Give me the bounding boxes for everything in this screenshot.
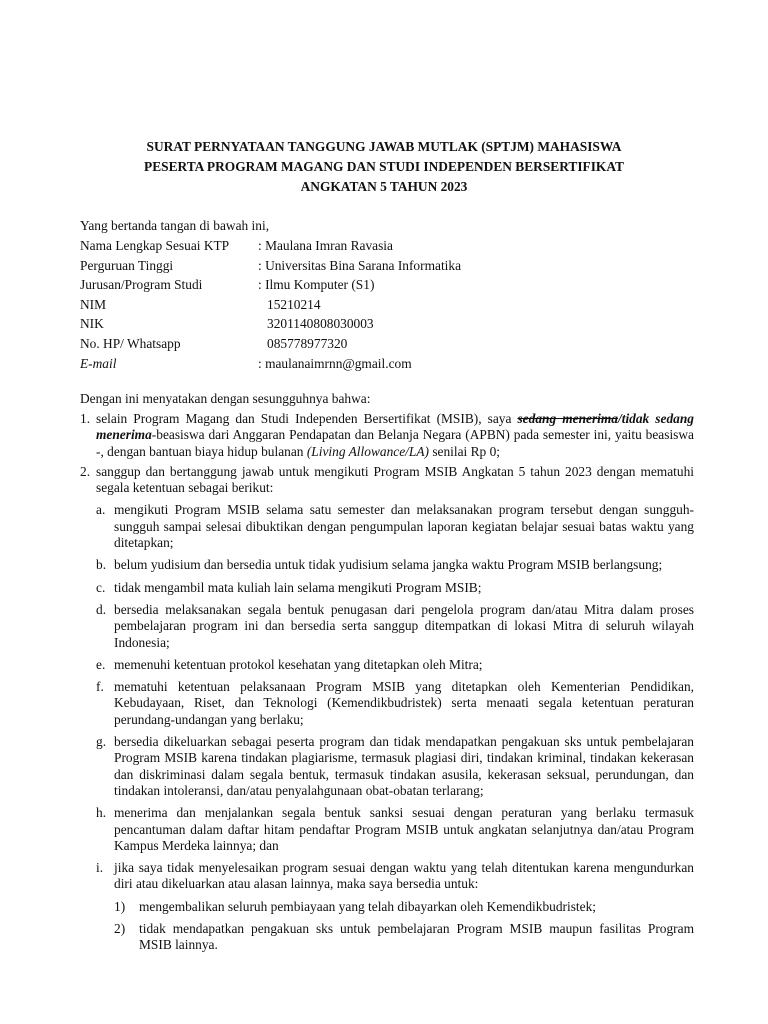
sub-item-text: tidak mengambil mata kuliah lain selama mengikuti Program MSIB; bbox=[114, 579, 482, 595]
sub-item-number: e. bbox=[96, 656, 106, 672]
declaration-item-1 bbox=[80, 411, 694, 460]
sub-item-text: belum yudisium dan bersedia untuk tidak yudisium selama jangka waktu Program MSIB berlangsung; bbox=[114, 557, 663, 573]
sub-item-text: jika saya tidak menyelesaikan program sesuai dengan waktu yang telah ditentukan karena mengundurkan diri atau dikeluarkan atau alasan lainnya, maka saya bersedia untuk: bbox=[114, 860, 694, 892]
sub-item-number: b. bbox=[96, 557, 107, 573]
intro-text: Yang bertanda tangan di bawah ini, bbox=[80, 218, 270, 233]
declaration-list bbox=[80, 411, 694, 954]
item1-struck-option: sedang menerima bbox=[517, 411, 618, 426]
sub-item-d bbox=[96, 602, 694, 651]
sub-item-c bbox=[96, 580, 694, 596]
sub-item-g bbox=[96, 734, 694, 799]
sub-item-text: bersedia melaksanakan segala bentuk penugasan dari pengelola program dan/atau Mitra dalam proses pembelajaran program ini dan bersedia serta sanggup ditempatkan di lokasi Mitra di seluruh wilayah Indonesia; bbox=[114, 601, 694, 650]
sub-item-text: mengikuti Program MSIB selama satu semester dan melaksanakan program tersebut dengan sungguh-sungguh sampai selesai dibuktikan dengan pengumpulan laporan kegiatan belajar sesuai batas waktu yang ditetapkan; bbox=[114, 502, 694, 551]
sub-item-number: g. bbox=[96, 734, 107, 750]
sub-item-f bbox=[96, 679, 694, 728]
declaration-intro: Dengan ini menyatakan dengan sesungguhnya bahwa: bbox=[80, 391, 371, 406]
identity-value: : Maulana Imran Ravasia bbox=[258, 238, 393, 253]
item-text: sanggup dan bertanggung jawab untuk mengikuti Program MSIB Angkatan 5 tahun 2023 dengan mematuhi segala ketentuan sebagai berikut: bbox=[96, 463, 694, 496]
item1-part1: selain Program Magang dan Studi Independen Bersertifikat (MSIB), saya bbox=[96, 411, 518, 426]
sub-item-text: mematuhi ketentuan pelaksanaan Program MSIB yang ditetapkan oleh Kementerian Pendidikan, Kebudayaan, Riset, dan Teknologi (Kemendikbudristek) serta menaati segala ketentuan peraturan perundang-undangan yang berlaku; bbox=[114, 679, 694, 727]
sub-item-b bbox=[96, 557, 694, 573]
sub-item-text: bersedia dikeluarkan sebagai peserta program dan tidak mendapatkan pengakuan sks untuk pembelajaran Program MSIB karena tindakan plagiarisme, termasuk plagiasi diri, tindakan kriminal, tindakan kekerasan dan diskriminasi dalam segala bentuk, termasuk tindakan asusila, kekerasan seksual, perundungan, dan tindakan intoleransi, dan/atau penyalahgunaan obat-obatan terlarang; bbox=[114, 734, 694, 798]
sub-sub-item-text: mengembalikan seluruh pembiayaan yang telah dibayarkan oleh Kemendikbudristek; bbox=[139, 898, 596, 914]
item-number: 1. bbox=[80, 411, 91, 426]
sub-item-number: i. bbox=[96, 860, 104, 876]
identity-label: NIM bbox=[80, 296, 107, 312]
sub-sub-item-number: 2) bbox=[114, 921, 126, 937]
item-number: 2. bbox=[80, 463, 91, 479]
sub-sub-item-1 bbox=[114, 899, 694, 915]
sub-sub-item-number: 1) bbox=[114, 898, 126, 914]
item1-dash: - bbox=[151, 427, 157, 443]
identity-value: : maulanaimrnn@gmail.com bbox=[258, 355, 412, 371]
sub-item-e bbox=[96, 657, 694, 673]
identity-label: Nama Lengkap Sesuai KTP bbox=[80, 238, 230, 253]
sub-item-number: f. bbox=[96, 679, 104, 695]
identity-value: 085778977320 bbox=[267, 335, 348, 351]
identity-value: : Universitas Bina Sarana Informatika bbox=[258, 257, 462, 273]
sub-item-text: memenuhi ketentuan protokol kesehatan yang ditetapkan oleh Mitra; bbox=[114, 656, 483, 672]
sub-sub-item-2 bbox=[114, 921, 694, 954]
sub-item-number: a. bbox=[96, 502, 106, 518]
sub-item-a bbox=[96, 502, 694, 551]
identity-value: 3201140808030003 bbox=[267, 316, 374, 332]
sub-item-text: menerima dan menjalankan segala bentuk sanksi sesuai dengan peraturan yang berlaku termasuk pencantuman dalam daftar hitam pendaftar Program MSIB untuk angkatan selanjutnya dan/atau Program Kampus Merdeka lainnya; dan bbox=[114, 805, 694, 853]
identity-label: Jurusan/Program Studi bbox=[80, 277, 203, 293]
identity-label: Perguruan Tinggi bbox=[80, 257, 174, 273]
item1-living-allowance: (Living Allowance/LA) bbox=[306, 443, 429, 459]
title-line-3: ANGKATAN 5 TAHUN 2023 bbox=[300, 179, 468, 194]
item1-part3: senilai Rp 0; bbox=[428, 443, 501, 459]
document-title bbox=[60, 137, 708, 197]
title-line-2: PESERTA PROGRAM MAGANG DAN STUDI INDEPENDEN BERSERTIFIKAT bbox=[144, 159, 624, 174]
sub-item-number: c. bbox=[96, 579, 106, 595]
item1-selected-option: /tidak sedang menerima bbox=[96, 411, 694, 443]
identity-label: No. HP/ Whatsapp bbox=[80, 335, 181, 351]
identity-label: NIK bbox=[80, 316, 104, 332]
identity-value: 15210214 bbox=[267, 296, 321, 312]
title-line-1: SURAT PERNYATAAN TANGGUNG JAWAB MUTLAK (SPTJM) MAHASISWA bbox=[146, 139, 622, 154]
item-text bbox=[96, 411, 694, 460]
sub-item-number: d. bbox=[96, 601, 107, 617]
sub-sub-item-text: tidak mendapatkan pengakuan sks untuk pembelajaran Program MSIB maupun fasilitas Program MSIB lainnya. bbox=[139, 921, 694, 953]
item1-part2: beasiswa dari Anggaran Pendapatan dan Belanja Negara (APBN) pada semester ini, yaitu beasiswa -, dengan bantuan biaya hidup bulanan bbox=[96, 427, 694, 459]
sub-item-i bbox=[96, 860, 694, 893]
identity-value: : Ilmu Komputer (S1) bbox=[258, 277, 375, 293]
declaration-item-2 bbox=[80, 464, 694, 954]
sub-item-number: h. bbox=[96, 805, 107, 821]
sub-item-h bbox=[96, 805, 694, 854]
identity-label: E-mail bbox=[80, 355, 117, 371]
